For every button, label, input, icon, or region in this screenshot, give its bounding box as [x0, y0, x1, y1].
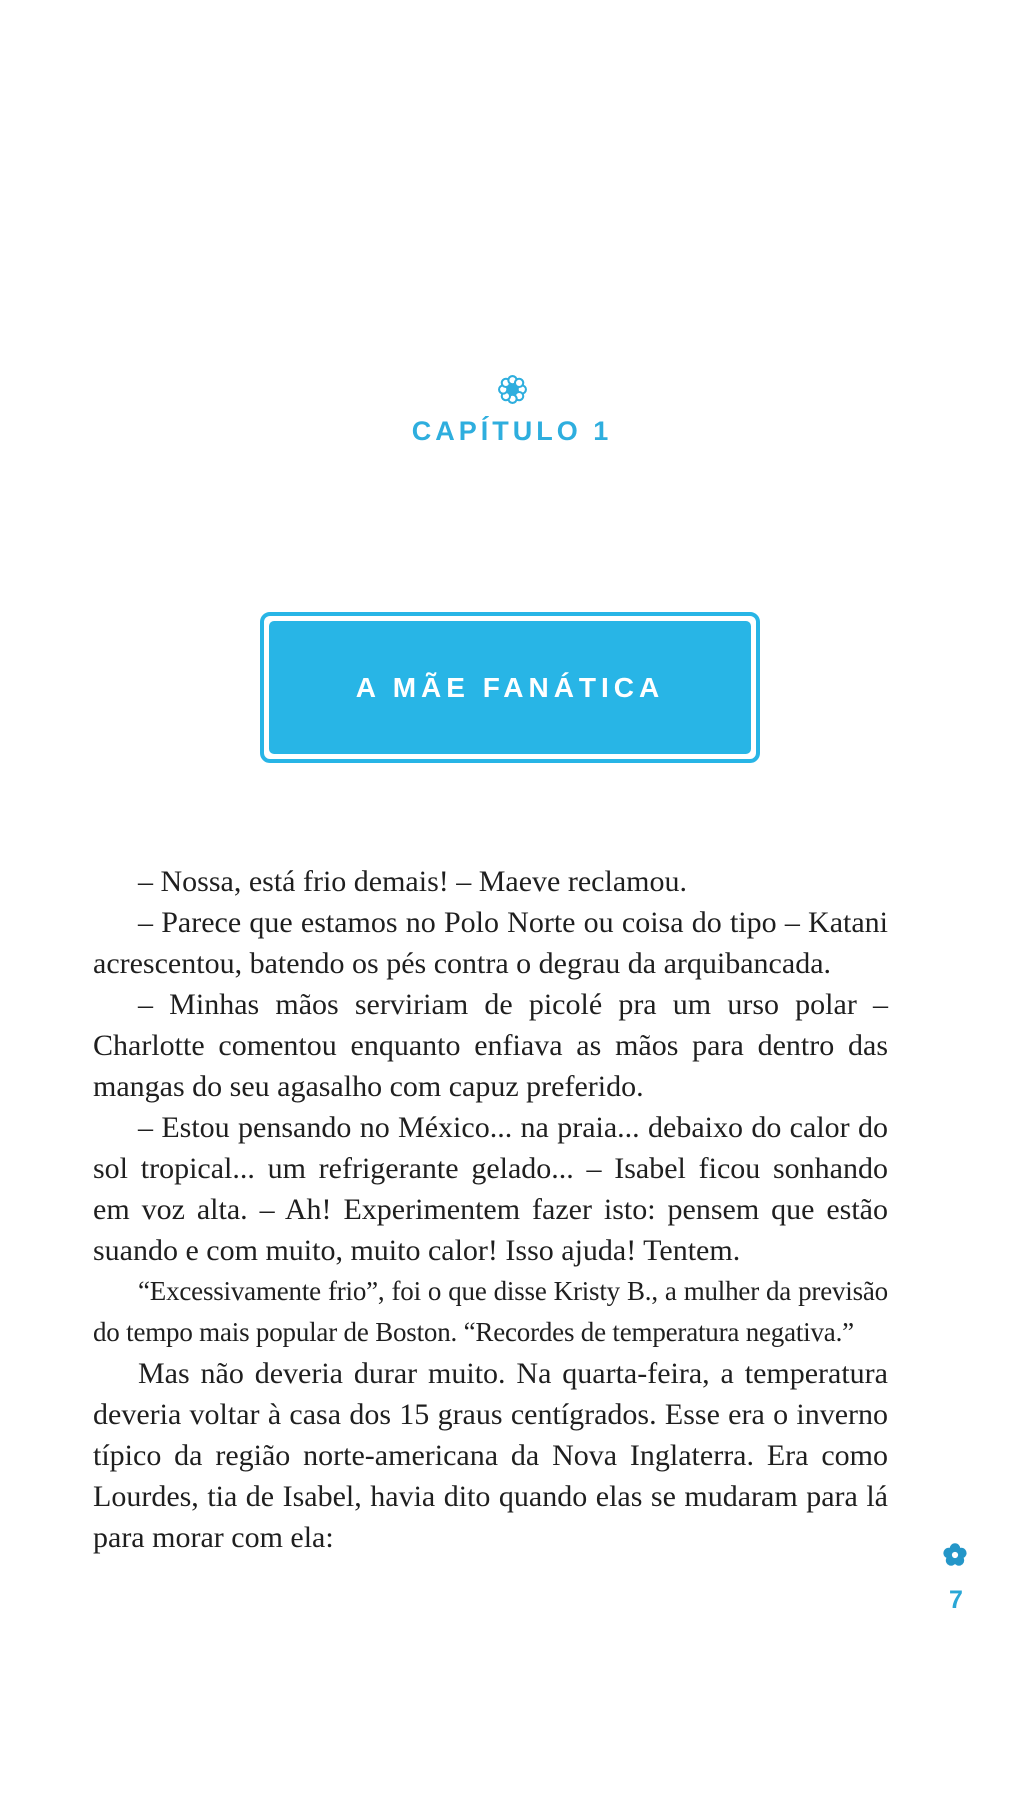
chapter-heading: CAPÍTULO 1	[411, 416, 613, 446]
flower-ornament-icon	[497, 392, 528, 409]
chapter-title: A MÃE FANÁTICA	[355, 671, 665, 703]
page-number: 7	[949, 1586, 963, 1614]
footer-flower-icon	[941, 1541, 969, 1569]
chapter-title-box	[260, 612, 760, 763]
paragraph: – Minhas mãos serviriam de picolé pra um urso polar – Charlotte comentou enquanto enfiava as mãos para dentro das mangas do seu agasalho com capuz preferido.	[93, 988, 888, 1103]
paragraph: “Excessivamente frio”, foi o que disse Kristy B., a mulher da previsão do tempo mais popular de Boston. “Recordes de temperatura negativa.”	[93, 1276, 888, 1347]
paragraph: – Parece que estamos no Polo Norte ou coisa do tipo – Katani acrescentou, batendo os pés contra o degrau da arquibancada.	[93, 906, 888, 980]
body-text	[93, 861, 888, 1558]
paragraph: – Nossa, está frio demais! – Maeve reclamou.	[138, 865, 687, 898]
paragraph: Mas não deveria durar muito. Na quarta-feira, a temperatura deveria voltar à casa dos 15 graus centígrados. Esse era o inverno típico da região norte-americana da Nova Inglaterra. Era como Lourdes, tia de Isabel, havia dito quando elas se mudaram para lá para morar com ela:	[93, 1357, 888, 1554]
paragraph: – Estou pensando no México... na praia... debaixo do calor do sol tropical... um refrigerante gelado... – Isabel ficou sonhando em voz alta. – Ah! Experimentem fazer isto: pensem que estão suando e com muito, muito calor! Isso ajuda! Tentem.	[93, 1111, 888, 1267]
chapter-ornament	[0, 374, 1024, 405]
chapter-title-box-inner	[269, 621, 751, 754]
